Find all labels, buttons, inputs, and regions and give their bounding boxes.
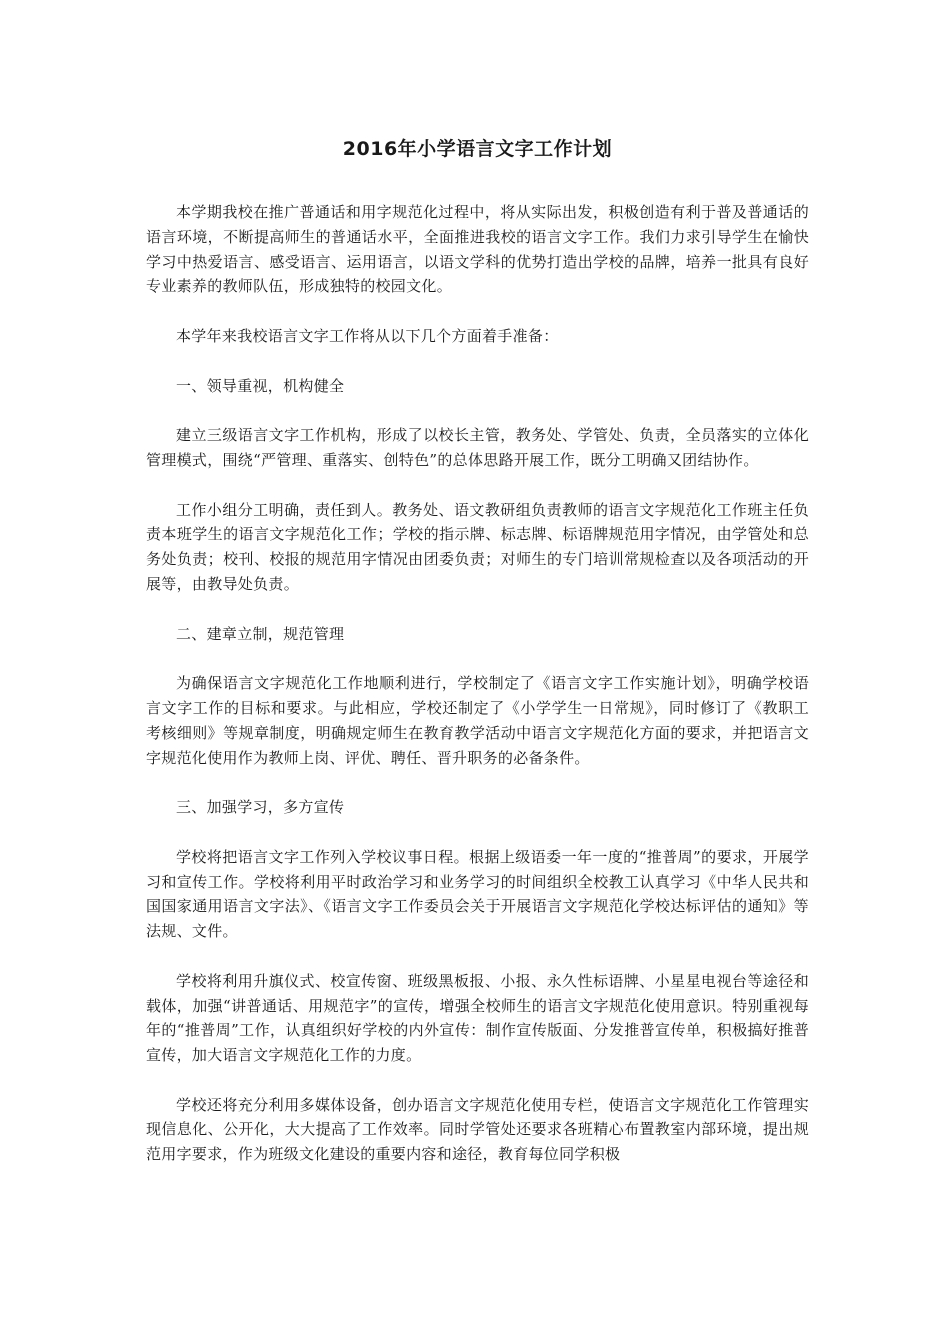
- section-heading-1: 一、领导重视，机构健全: [176, 376, 345, 395]
- paragraph-division-of-work: 工作小组分工明确，责任到人。教务处、语文教研组负责教师的语言文字规范化工作班主任负责本班学生的语言文字规范化工作；学校的指示牌、标志牌、标语牌规范用字情况，由学管处和总务处负责；校刊、校报的规范用字情况由团委负责；对师生的专门培训常规检查以及各项活动的开展等，由教导处负责。: [146, 500, 809, 593]
- document-body: [146, 200, 809, 1167]
- paragraph-study: 学校将把语言文字工作列入学校议事日程。根据上级语委一年一度的“推普周”的要求，开展学习和宣传工作。学校将利用平时政治学习和业务学习的时间组织全校教工认真学习《中华人民共和国国家通用语言文字法》、《语言文字工作委员会关于开展语言文字规范化学校达标评估的通知》等法规、文件。: [146, 847, 809, 941]
- paragraph-publicity: 学校将利用升旗仪式、校宣传窗、班级黑板报、小报、永久性标语牌、小星星电视台等途径和载体，加强“讲普通话、用规范字”的宣传，增强全校师生的语言文字规范化使用意识。特别重视每年的“推普周”工作，认真组织好学校的内外宣传：制作宣传版面、分发推普宣传单，积极搞好推普宣传，加大语言文字规范化工作的力度。: [146, 971, 809, 1065]
- document-page: [146, 128, 809, 1192]
- section-heading-2: 二、建章立制，规范管理: [176, 624, 345, 643]
- paragraph-overview: 本学年来我校语言文字工作将从以下几个方面着手准备：: [176, 326, 559, 345]
- paragraph-multimedia: 学校还将充分利用多媒体设备，创办语言文字规范化使用专栏，使语言文字规范化工作管理实现信息化、公开化，大大提高了工作效率。同时学管处还要求各班精心布置教室内部环境，提出规范用字要求，作为班级文化建设的重要内容和途径，教育每位同学积极: [146, 1095, 809, 1164]
- section-heading-3: 三、加强学习，多方宣传: [176, 798, 345, 817]
- paragraph-organization: 建立三级语言文字工作机构，形成了以校长主管，教务处、学管处、负责，全员落实的立体化管理模式，围绕“严管理、重落实、创特色”的总体思路开展工作，既分工明确又团结协作。: [146, 426, 809, 469]
- paragraph-regulations: 为确保语言文字规范化工作地顺利进行，学校制定了《语言文字工作实施计划》，明确学校语言文字工作的目标和要求。与此相应，学校还制定了《小学学生一日常规》，同时修订了《教职工考核细则》等规章制度，明确规定师生在教育教学活动中语言文字规范化方面的要求，并把语言文字规范化使用作为教师上岗、评优、聘任、晋升职务的必备条件。: [146, 674, 809, 767]
- document-title: 2016年小学语言文字工作计划: [342, 138, 613, 160]
- paragraph-intro: 本学期我校在推广普通话和用字规范化过程中，将从实际出发，积极创造有利于普及普通话的语言环境，不断提高师生的普通话水平，全面推进我校的语言文字工作。我们力求引导学生在愉快学习中热爱语言、感受语言、运用语言，以语文学科的优势打造出学校的品牌，培养一批具有良好专业素养的教师队伍，形成独特的校园文化。: [146, 203, 809, 296]
